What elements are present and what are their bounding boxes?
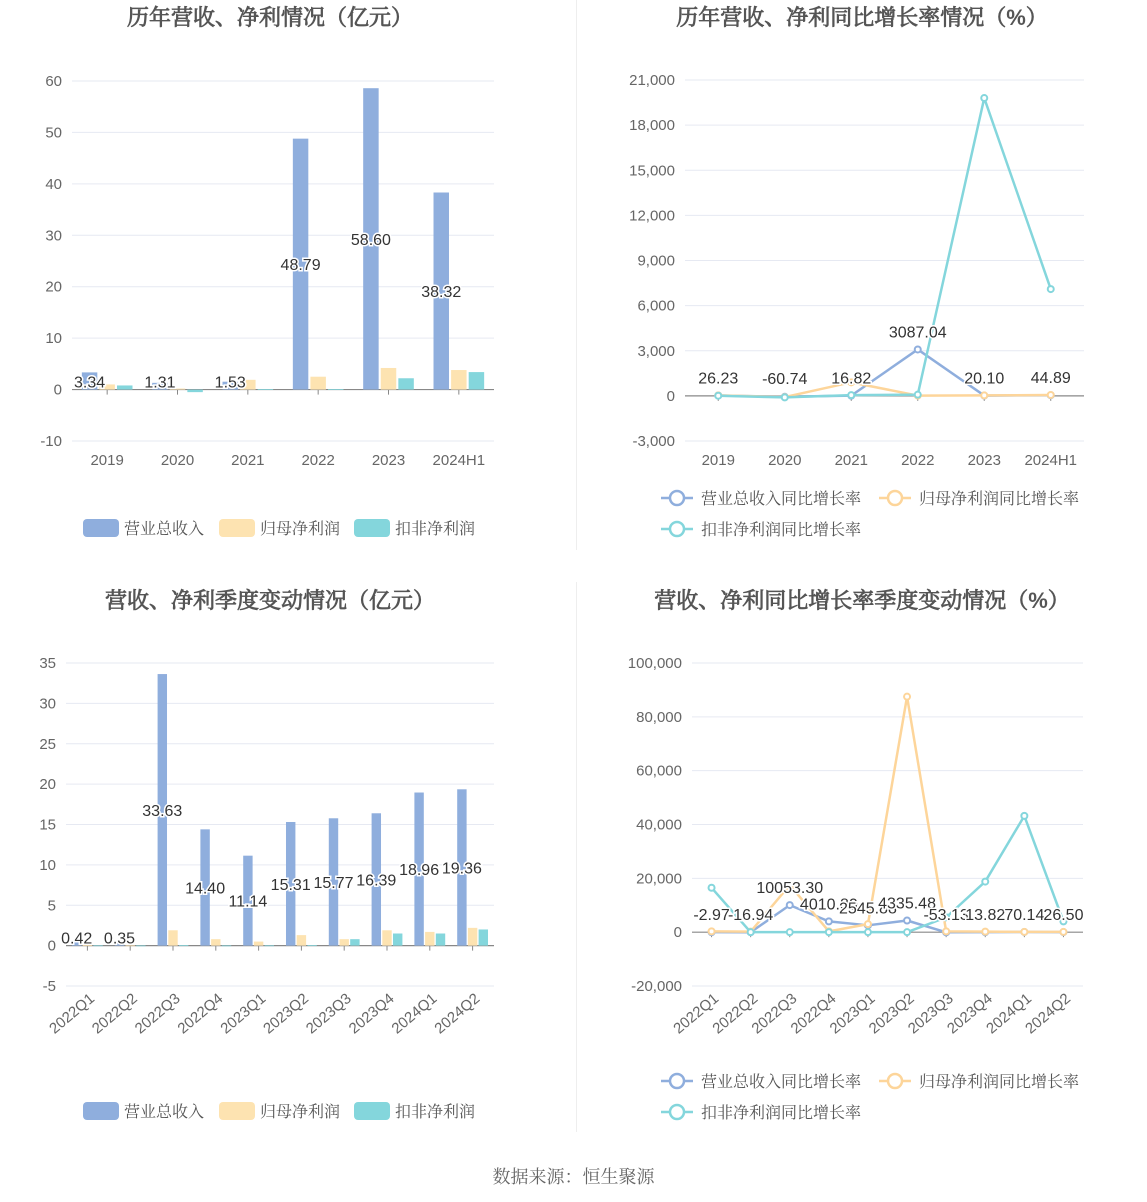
- y-tick-label: 40: [45, 175, 62, 193]
- bar-data-label: 3.34: [74, 374, 106, 392]
- bar: [328, 389, 343, 390]
- x-tick-label: 2019: [701, 452, 735, 469]
- y-tick-label: 20: [39, 776, 56, 794]
- chart-title: 历年营收、净利同比增长率情况（%）: [676, 5, 1048, 30]
- bar: [393, 934, 402, 946]
- bar: [179, 945, 188, 946]
- x-tick-label: 2024H1: [432, 452, 486, 469]
- y-tick-label: 50: [45, 124, 62, 142]
- bar: [479, 929, 488, 945]
- y-tick-label: 100,000: [627, 655, 682, 672]
- legend-label: 扣非净利润: [395, 521, 476, 538]
- line-data-label: 26.50: [1043, 907, 1084, 925]
- series-line: [718, 98, 1051, 397]
- x-tick-label: 2019: [90, 452, 124, 469]
- bar: [117, 385, 132, 389]
- data-source-note: 数据来源：恒生聚源: [492, 1167, 655, 1187]
- legend-marker: [670, 1074, 684, 1088]
- data-point: [1048, 286, 1054, 292]
- data-point: [982, 929, 988, 935]
- x-tick-label: 2022Q4: [174, 990, 227, 1038]
- y-tick-label: 0: [666, 387, 675, 405]
- x-tick-label: 2023Q2: [260, 990, 312, 1038]
- data-point: [982, 879, 988, 885]
- legend-label: 归母净利润: [260, 1104, 341, 1121]
- x-tick-label: 2022: [301, 452, 335, 469]
- bar: [381, 368, 396, 390]
- y-tick-label: 40,000: [636, 816, 682, 834]
- bar: [451, 370, 466, 390]
- y-tick-label: -5: [42, 978, 56, 995]
- y-tick-label: 30: [39, 695, 56, 713]
- bar: [382, 930, 391, 945]
- y-tick-label: 20,000: [636, 870, 682, 888]
- quarterly-revenue-profit-chart: [0, 582, 570, 1152]
- x-tick-label: 2022Q2: [88, 990, 141, 1038]
- line-data-label: 26.23: [698, 370, 739, 388]
- legend-label: 归母净利润同比增长率: [919, 491, 1080, 508]
- data-point: [1060, 929, 1066, 935]
- data-point: [709, 928, 715, 934]
- bar: [339, 939, 348, 945]
- bar: [350, 939, 359, 945]
- legend-swatch: [219, 519, 255, 537]
- line-data-label: 10053.30: [756, 880, 824, 898]
- data-point: [915, 346, 921, 352]
- bar-data-label: 1.31: [144, 374, 176, 392]
- quarterly-growth-rate-chart: [577, 582, 1147, 1152]
- bar: [211, 939, 220, 945]
- data-point: [865, 929, 871, 935]
- data-point: [826, 929, 832, 935]
- x-tick-label: 2022: [901, 452, 935, 469]
- y-tick-label: 20: [45, 278, 62, 296]
- y-tick-label: 6,000: [637, 297, 675, 315]
- bar: [168, 930, 177, 945]
- bar-data-label: 1.53: [214, 374, 246, 392]
- line-data-label: -60.74: [762, 370, 808, 388]
- bar: [254, 942, 263, 946]
- bar: [93, 945, 102, 946]
- line-data-label: -16.94: [727, 907, 774, 925]
- bar-data-label: 33.63: [142, 802, 183, 820]
- x-tick-label: 2024Q1: [388, 990, 441, 1038]
- column-divider-top: [576, 0, 577, 550]
- chart-title: 营收、净利同比增长率季度变动情况（%）: [654, 588, 1070, 613]
- bar: [310, 377, 325, 390]
- bar: [425, 932, 434, 946]
- legend-label: 扣非净利润: [395, 1104, 476, 1121]
- legend-marker: [888, 491, 902, 505]
- x-tick-label: 2023Q2: [865, 990, 918, 1038]
- bar: [136, 945, 145, 946]
- x-tick-label: 2020: [160, 452, 195, 469]
- data-point: [1048, 392, 1054, 398]
- annual-growth-rate-chart: [577, 0, 1147, 570]
- data-point: [709, 885, 715, 891]
- data-point: [904, 917, 910, 923]
- bar: [469, 372, 484, 389]
- y-tick-label: 3,000: [637, 342, 675, 360]
- bar-data-label: 18.96: [399, 862, 440, 880]
- quarterly-revenue-profit-svg: [0, 582, 570, 1152]
- y-tick-label: 15: [39, 816, 56, 834]
- legend-marker: [670, 491, 684, 505]
- bar-data-label: 11.14: [228, 893, 268, 911]
- bar-data-label: 48.79: [280, 257, 321, 275]
- data-point: [1021, 813, 1027, 819]
- y-tick-label: 15,000: [629, 162, 675, 180]
- y-tick-label: 10: [45, 330, 62, 348]
- annual-revenue-profit-svg: [0, 0, 570, 570]
- x-tick-label: 2023Q1: [217, 990, 270, 1038]
- x-tick-label: 2021: [231, 452, 265, 469]
- bar-data-label: 19.36: [441, 860, 482, 878]
- y-tick-label: 30: [45, 227, 62, 245]
- legend-marker: [670, 1105, 684, 1119]
- annual-revenue-profit-chart: [0, 0, 570, 570]
- line-data-label: 4335.48: [878, 895, 936, 913]
- annual-growth-rate-svg: [577, 0, 1147, 570]
- legend-label: 扣非净利润同比增长率: [701, 1105, 862, 1122]
- legend-label: 营业总收入: [124, 1104, 205, 1121]
- y-tick-label: 9,000: [637, 252, 675, 270]
- y-tick-label: 60,000: [636, 762, 682, 780]
- x-tick-label: 2023: [371, 452, 406, 469]
- data-point: [865, 921, 871, 927]
- bar-data-label: 15.31: [270, 876, 311, 894]
- y-tick-label: 25: [39, 735, 56, 753]
- data-point: [904, 929, 910, 935]
- bar-data-label: 14.40: [185, 880, 226, 898]
- bar: [265, 945, 274, 946]
- line-data-label: 16.82: [831, 370, 872, 388]
- x-tick-label: 2022Q4: [787, 990, 840, 1038]
- legend-label: 营业总收入同比增长率: [701, 1074, 862, 1091]
- data-point: [826, 918, 832, 924]
- x-tick-label: 2022Q2: [709, 990, 762, 1038]
- y-tick-label: 0: [53, 381, 62, 399]
- bar: [436, 934, 445, 946]
- chart-title: 营收、净利季度变动情况（亿元）: [104, 588, 436, 613]
- bar: [297, 935, 306, 945]
- y-tick-label: -10: [40, 433, 62, 450]
- bar: [307, 945, 316, 946]
- x-tick-label: 2022Q1: [46, 990, 98, 1038]
- line-data-label: 20.10: [964, 370, 1005, 388]
- legend-label: 营业总收入: [124, 521, 205, 538]
- x-tick-label: 2024Q2: [431, 990, 484, 1038]
- legend-label: 营业总收入同比增长率: [701, 491, 862, 508]
- bar-data-label: 15.77: [313, 874, 354, 892]
- column-divider-bottom: [576, 582, 577, 1132]
- bar: [187, 390, 202, 393]
- data-point: [904, 694, 910, 700]
- y-tick-label: 0: [47, 937, 56, 955]
- x-tick-label: 2024Q2: [1022, 990, 1075, 1038]
- bar-data-label: 0.42: [61, 930, 93, 948]
- x-tick-label: 2023: [967, 452, 1001, 469]
- x-tick-label: 2022Q3: [748, 990, 801, 1038]
- y-tick-label: 35: [39, 655, 56, 672]
- x-tick-label: 2022Q3: [131, 990, 184, 1038]
- legend-label: 归母净利润同比增长率: [919, 1074, 1080, 1091]
- y-tick-label: -3,000: [632, 433, 675, 450]
- y-tick-label: 60: [45, 73, 62, 90]
- x-tick-label: 2020: [768, 452, 802, 469]
- data-point: [787, 902, 793, 908]
- legend-marker: [888, 1074, 902, 1088]
- data-point: [915, 392, 921, 398]
- line-data-label: 13.82: [965, 907, 1006, 925]
- data-point: [943, 928, 949, 934]
- x-tick-label: 2023Q1: [826, 990, 879, 1038]
- x-tick-label: 2023Q3: [904, 990, 957, 1038]
- bar-data-label: 58.60: [350, 231, 391, 249]
- bar: [398, 378, 413, 389]
- x-tick-label: 2023Q4: [943, 990, 996, 1038]
- legend-swatch: [83, 1102, 119, 1120]
- y-tick-label: 80,000: [636, 708, 682, 726]
- chart-title: 历年营收、净利情况（亿元）: [126, 5, 414, 30]
- y-tick-label: 21,000: [629, 72, 675, 89]
- x-tick-label: 2023Q3: [302, 990, 355, 1038]
- data-point: [787, 929, 793, 935]
- line-data-label: 2545.88: [839, 900, 897, 918]
- legend-swatch: [219, 1102, 255, 1120]
- y-tick-label: 10: [39, 856, 56, 874]
- data-point: [848, 392, 854, 398]
- legend-label: 归母净利润: [260, 521, 341, 538]
- line-data-label: 4010.80: [799, 896, 858, 914]
- bar: [258, 389, 273, 390]
- line-data-label: -2.97: [693, 907, 730, 925]
- legend-swatch: [83, 519, 119, 537]
- data-point: [715, 393, 721, 399]
- line-data-label: 70.14: [1004, 906, 1045, 924]
- data-point: [981, 392, 987, 398]
- line-data-label: 3087.04: [888, 324, 947, 342]
- bar-data-label: 38.32: [421, 284, 462, 302]
- legend-marker: [670, 522, 684, 536]
- line-data-label: 44.89: [1030, 370, 1071, 388]
- data-point: [748, 929, 754, 935]
- legend-swatch: [354, 1102, 390, 1120]
- x-tick-label: 2021: [834, 452, 868, 469]
- bar: [222, 945, 231, 946]
- x-tick-label: 2023Q4: [345, 990, 398, 1038]
- y-tick-label: 12,000: [629, 207, 675, 225]
- y-tick-label: 5: [47, 897, 56, 915]
- data-point: [1021, 929, 1027, 935]
- bar: [468, 928, 477, 946]
- y-tick-label: -20,000: [631, 978, 682, 995]
- quarterly-growth-rate-svg: [577, 582, 1147, 1152]
- legend-swatch: [354, 519, 390, 537]
- y-tick-label: 18,000: [629, 117, 675, 135]
- x-tick-label: 2024H1: [1024, 452, 1078, 469]
- x-tick-label: 2024Q1: [983, 990, 1035, 1038]
- line-data-label: -53.13: [923, 907, 969, 925]
- x-tick-label: 2022Q1: [670, 990, 723, 1038]
- bar-data-label: 0.35: [103, 930, 136, 948]
- data-point: [782, 394, 788, 400]
- y-tick-label: 0: [673, 924, 682, 942]
- bar-data-label: 16.39: [356, 872, 397, 890]
- legend-label: 扣非净利润同比增长率: [701, 522, 862, 539]
- data-point: [981, 95, 987, 101]
